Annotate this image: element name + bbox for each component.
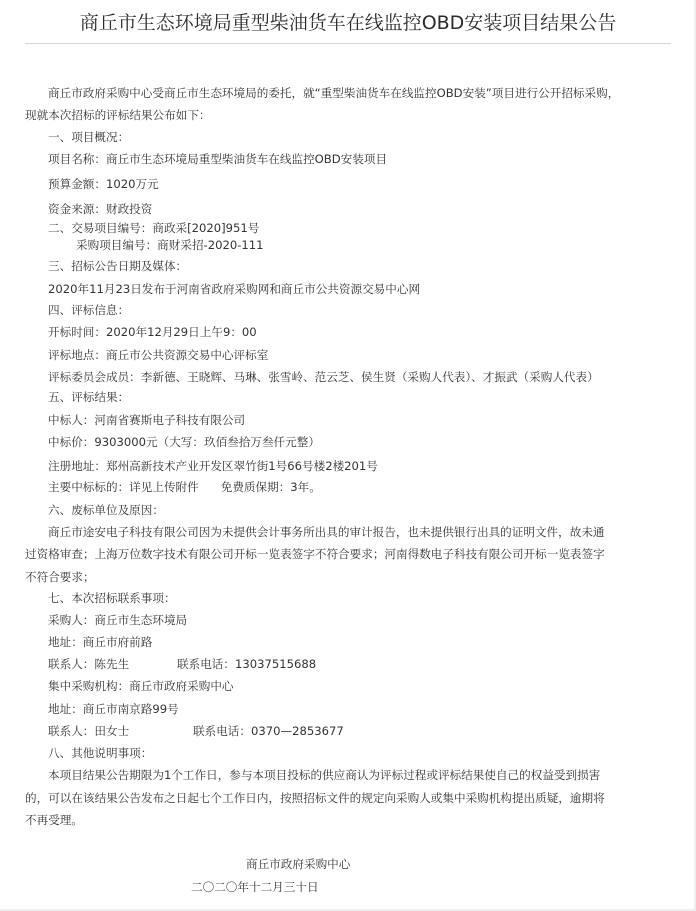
bid-opening-time: 开标时间：2020年12月29日上午9：00	[48, 325, 257, 339]
disqualified-line-3: 不符合要求；	[25, 570, 95, 584]
section-8-heading: 八、其他说明事项：	[48, 746, 153, 760]
winning-price: 中标价：9303000元（大写：玖佰叁拾万叁仟元整）	[48, 435, 320, 449]
fund-source: 资金来源：财政投资	[48, 202, 153, 216]
section-3-heading: 三、招标公告日期及媒体：	[48, 259, 188, 273]
budget-amount: 预算金额：1020万元	[48, 177, 159, 191]
signature-date: 二〇二〇年十二月三十日	[191, 880, 319, 894]
section-4-heading: 四、评标信息：	[48, 303, 130, 317]
announcement-date-media: 2020年11月23日发布于河南省政府采购网和商丘市公共资源交易中心网	[48, 282, 421, 296]
purchaser-address: 地址：商丘市府前路	[48, 635, 153, 649]
intro-line-2: 现就本次招标的评标结果公布如下：	[25, 108, 211, 122]
purchaser-phone: 联系电话：13037515688	[177, 657, 317, 671]
intro-line-1: 商丘市政府采购中心受商丘市生态环境局的委托，就“重型柴油货车在线监控OBD安装”项目进行公开招标采购，	[48, 86, 620, 100]
evaluation-location: 评标地点：商丘市公共资源交易中心评标室	[48, 348, 269, 362]
notes-line-3: 不再受理。	[25, 813, 83, 827]
procurement-agency: 集中采购机构：商丘市政府采购中心	[48, 679, 234, 693]
winning-bidder: 中标人：河南省赛斯电子科技有限公司	[48, 413, 246, 427]
agency-phone: 联系电话：0370—2853677	[193, 724, 344, 738]
main-subject: 主要中标标的：详见上传附件	[48, 480, 199, 494]
disqualified-line-1: 商丘市途安电子科技有限公司因为未提供会计事务所出具的审计报告，也未提供银行出具的证明文件，故未通	[48, 525, 605, 539]
registered-address: 注册地址：郑州高新技术产业开发区翠竹街1号66号楼2楼201号	[48, 459, 378, 473]
section-1-heading: 一、项目概况：	[48, 130, 130, 144]
title-divider	[25, 43, 671, 44]
notes-line-1: 本项目结果公告期限为1个工作日，参与本项目投标的供应商认为评标过程或评标结果使自己的权益受到损害	[48, 768, 601, 782]
section-5-heading: 五、评标结果：	[48, 390, 130, 404]
agency-address: 地址：商丘市南京路99号	[48, 702, 179, 716]
subject-and-warranty	[48, 479, 321, 495]
disqualified-line-2: 过资格审查；上海万位数字技术有限公司开标一览表签字不符合要求；河南得数电子科技有限公司开标一览表签字	[25, 547, 605, 561]
section-6-heading: 六、废标单位及原因：	[48, 503, 164, 517]
purchaser-name: 采购人：商丘市生态环境局	[48, 613, 188, 627]
section-7-heading: 七、本次招标联系事项：	[48, 591, 176, 605]
purchaser-contact-person: 联系人：陈先生	[48, 657, 130, 671]
purchase-project-number: 采购项目编号：商财采招-2020-111	[76, 238, 264, 252]
page-title: 商丘市生态环境局重型柴油货车在线监控OBD安装项目结果公告	[79, 12, 617, 34]
trade-project-number: 二、交易项目编号：商政采[2020]951号	[48, 221, 260, 235]
project-name: 项目名称：商丘市生态环境局重型柴油货车在线监控OBD安装项目	[48, 152, 388, 166]
signature-organization: 商丘市政府采购中心	[246, 857, 351, 871]
notes-line-2: 的，可以在该结果公告发布之日起七个工作日内，按照招标文件的规定向采购人或集中采购机构提出质疑，逾期将	[25, 791, 605, 805]
warranty-period: 免费质保期：3年。	[220, 480, 321, 494]
agency-contact-person: 联系人：田女士	[48, 724, 130, 738]
committee-members: 评标委员会成员：李新德、王晓辉、马琳、张雪岭、范云芝、侯生贤（采购人代表）、才振武（采购人代表）	[48, 370, 599, 384]
